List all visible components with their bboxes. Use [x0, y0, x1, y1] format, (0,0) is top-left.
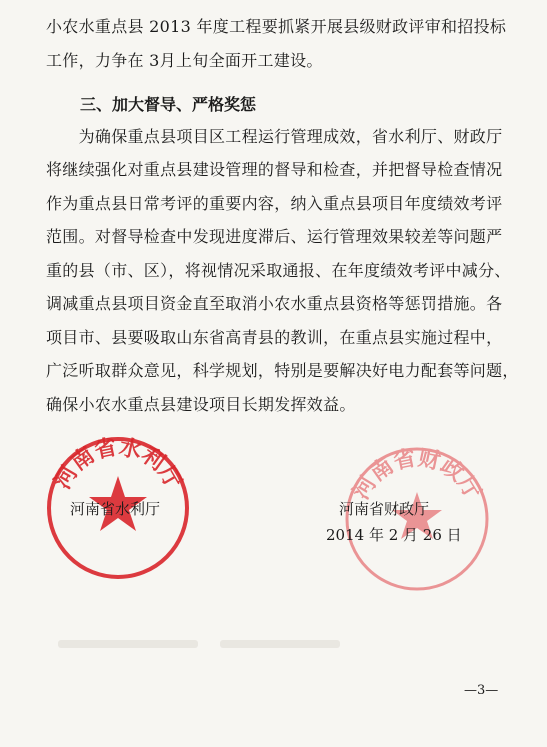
page-number: —3— — [464, 683, 499, 698]
body-line: 范围。对督导检查中发现进度滞后、运行管理效果较差等问题严 — [46, 227, 503, 246]
body-line: 将继续强化对重点县建设管理的督导和检查，并把督导检查情况 — [46, 160, 503, 179]
body-line: 广泛听取群众意见，科学规划，特别是要解决好电力配套等问题， — [46, 361, 519, 380]
scan-smudge — [58, 640, 198, 648]
right-signature: 河南省财政厅 — [339, 500, 430, 518]
left-signature: 河南省水利厅 — [70, 500, 161, 518]
right-official-seal — [342, 444, 492, 594]
section-heading: 三、加大督导、严格奖惩 — [80, 95, 257, 114]
body-line: 小农水重点县 2013 年度工程要抓紧开展县级财政评审和招投标 — [46, 17, 507, 36]
scan-smudge — [220, 640, 340, 648]
right-seal-text: 河南省财政厅 — [348, 444, 486, 504]
signature-date: 2014 年 2 月 26 日 — [326, 526, 462, 544]
body-line: 确保小农水重点县建设项目长期发挥效益。 — [46, 395, 356, 414]
body-line: 调减重点县项目资金直至取消小农水重点县资格等惩罚措施。各 — [46, 294, 503, 313]
body-line: 为确保重点县项目区工程运行管理成效，省水利厅、财政厅 — [46, 127, 503, 146]
body-line: 重的县（市、区），将视情况采取通报、在年度绩效考评中减分、 — [46, 261, 511, 280]
body-line: 作为重点县日常考评的重要内容，纳入重点县项目年度绩效考评 — [46, 194, 503, 213]
body-line: 项目市、县要吸取山东省高青县的教训，在重点县实施过程中， — [46, 328, 503, 347]
left-seal-text: 河南省水利厅 — [49, 434, 187, 494]
body-line: 工作，力争在 3月上旬全面开工建设。 — [46, 51, 323, 70]
